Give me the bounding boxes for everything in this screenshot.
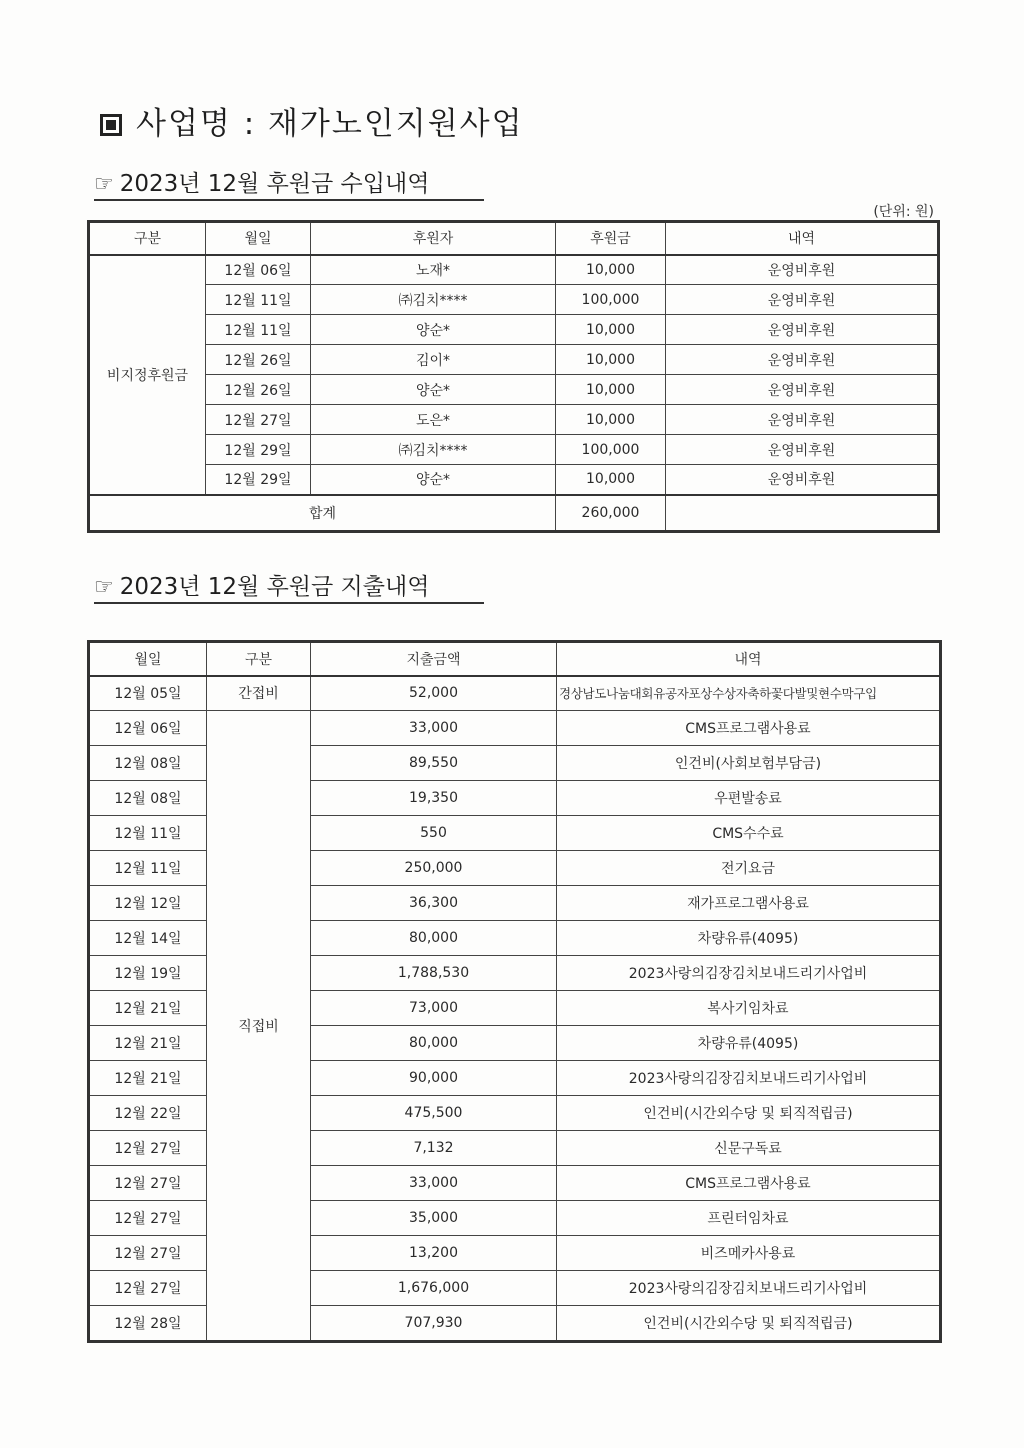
income-table-body bbox=[90, 223, 938, 531]
expense-table-body bbox=[90, 643, 940, 1341]
expense-date-cell: 12월 14일 bbox=[90, 921, 207, 956]
expense-date-cell: 12월 21일 bbox=[90, 991, 207, 1026]
expense-date-cell: 12월 28일 bbox=[90, 1306, 207, 1341]
expense-desc-cell: 차량유류(4095) bbox=[557, 1026, 940, 1061]
expense-desc-cell: 우편발송료 bbox=[557, 781, 940, 816]
expense-amount-cell: 1,676,000 bbox=[311, 1271, 557, 1306]
expense-desc-cell: 2023사랑의김장김치보내드리기사업비 bbox=[557, 1271, 940, 1306]
pointing-hand-icon: ☞ bbox=[94, 575, 114, 600]
expense-date-cell: 12월 27일 bbox=[90, 1131, 207, 1166]
income-donor-cell: 양순* bbox=[311, 375, 556, 405]
expense-heading-text: 2023년 12월 후원금 지출내역 bbox=[119, 574, 430, 600]
income-date-cell: 12월 26일 bbox=[206, 345, 311, 375]
expense-header-row bbox=[90, 643, 940, 676]
income-date-cell: 12월 29일 bbox=[206, 465, 311, 495]
expense-section-heading bbox=[94, 568, 484, 604]
expense-date-cell: 12월 05일 bbox=[90, 676, 207, 711]
expense-row bbox=[90, 676, 940, 711]
expense-amount-cell: 80,000 bbox=[311, 1026, 557, 1061]
expense-date-cell: 12월 21일 bbox=[90, 1026, 207, 1061]
income-category-cell: 비지정후원금 bbox=[90, 255, 206, 495]
pointing-hand-icon: ☞ bbox=[94, 172, 114, 197]
income-row bbox=[90, 285, 938, 315]
expense-amount-cell: 52,000 bbox=[311, 676, 557, 711]
income-donor-cell: ㈜김치**** bbox=[311, 435, 556, 465]
expense-amount-cell: 19,350 bbox=[311, 781, 557, 816]
income-header-date: 월일 bbox=[206, 223, 311, 255]
income-donor-cell: 김이* bbox=[311, 345, 556, 375]
income-desc-cell: 운영비후원 bbox=[666, 315, 938, 345]
expense-header-category: 구분 bbox=[207, 643, 311, 676]
expense-date-cell: 12월 06일 bbox=[90, 711, 207, 746]
expense-table bbox=[89, 642, 940, 1341]
income-section-heading bbox=[94, 165, 484, 201]
expense-desc-cell: 2023사랑의김장김치보내드리기사업비 bbox=[557, 956, 940, 991]
income-desc-cell: 운영비후원 bbox=[666, 435, 938, 465]
expense-desc-cell: 2023사랑의김장김치보내드리기사업비 bbox=[557, 1061, 940, 1096]
expense-amount-cell: 35,000 bbox=[311, 1201, 557, 1236]
income-header-donor: 후원자 bbox=[311, 223, 556, 255]
expense-date-cell: 12월 12일 bbox=[90, 886, 207, 921]
expense-desc-cell: 비즈메카사용료 bbox=[557, 1236, 940, 1271]
income-total-amount: 260,000 bbox=[556, 495, 666, 531]
page-title bbox=[100, 98, 524, 143]
income-desc-cell: 운영비후원 bbox=[666, 375, 938, 405]
income-amount-cell: 100,000 bbox=[556, 435, 666, 465]
expense-amount-cell: 250,000 bbox=[311, 851, 557, 886]
expense-header-date: 월일 bbox=[90, 643, 207, 676]
income-row bbox=[90, 255, 938, 285]
expense-date-cell: 12월 11일 bbox=[90, 851, 207, 886]
expense-date-cell: 12월 08일 bbox=[90, 781, 207, 816]
expense-amount-cell: 550 bbox=[311, 816, 557, 851]
income-donor-cell: 노재* bbox=[311, 255, 556, 285]
page-title-text: 사업명 : 재가노인지원사업 bbox=[136, 106, 524, 142]
income-amount-cell: 10,000 bbox=[556, 255, 666, 285]
expense-amount-cell: 475,500 bbox=[311, 1096, 557, 1131]
income-header-desc: 내역 bbox=[666, 223, 938, 255]
expense-amount-cell: 707,930 bbox=[311, 1306, 557, 1341]
income-desc-cell: 운영비후원 bbox=[666, 285, 938, 315]
expense-amount-cell: 36,300 bbox=[311, 886, 557, 921]
income-amount-cell: 10,000 bbox=[556, 315, 666, 345]
income-total-row bbox=[90, 495, 938, 531]
income-desc-cell: 운영비후원 bbox=[666, 405, 938, 435]
income-amount-cell: 100,000 bbox=[556, 285, 666, 315]
expense-desc-cell: 인건비(사회보험부담금) bbox=[557, 746, 940, 781]
income-date-cell: 12월 29일 bbox=[206, 435, 311, 465]
expense-date-cell: 12월 27일 bbox=[90, 1271, 207, 1306]
expense-amount-cell: 89,550 bbox=[311, 746, 557, 781]
income-donor-cell: 양순* bbox=[311, 465, 556, 495]
unit-note: (단위: 원) bbox=[873, 204, 934, 220]
expense-desc-cell: 복사기임차료 bbox=[557, 991, 940, 1026]
expense-desc-cell: 경상남도나눔대회유공자포상수상자축하꽃다발및현수막구입 bbox=[557, 676, 940, 711]
income-donor-cell: 양순* bbox=[311, 315, 556, 345]
expense-desc-cell: 신문구독료 bbox=[557, 1131, 940, 1166]
expense-row bbox=[90, 711, 940, 746]
expense-amount-cell: 80,000 bbox=[311, 921, 557, 956]
income-date-cell: 12월 26일 bbox=[206, 375, 311, 405]
income-total-desc bbox=[666, 495, 938, 531]
income-table bbox=[89, 222, 938, 531]
expense-desc-cell: 차량유류(4095) bbox=[557, 921, 940, 956]
expense-amount-cell: 90,000 bbox=[311, 1061, 557, 1096]
income-row bbox=[90, 315, 938, 345]
expense-date-cell: 12월 27일 bbox=[90, 1201, 207, 1236]
income-amount-cell: 10,000 bbox=[556, 465, 666, 495]
expense-header-amount: 지출금액 bbox=[311, 643, 557, 676]
expense-date-cell: 12월 11일 bbox=[90, 816, 207, 851]
income-heading-text: 2023년 12월 후원금 수입내역 bbox=[119, 171, 430, 197]
expense-date-cell: 12월 08일 bbox=[90, 746, 207, 781]
expense-amount-cell: 7,132 bbox=[311, 1131, 557, 1166]
income-desc-cell: 운영비후원 bbox=[666, 345, 938, 375]
income-donor-cell: ㈜김치**** bbox=[311, 285, 556, 315]
income-date-cell: 12월 11일 bbox=[206, 315, 311, 345]
income-amount-cell: 10,000 bbox=[556, 375, 666, 405]
income-header-row bbox=[90, 223, 938, 255]
income-amount-cell: 10,000 bbox=[556, 405, 666, 435]
expense-amount-cell: 33,000 bbox=[311, 711, 557, 746]
expense-date-cell: 12월 19일 bbox=[90, 956, 207, 991]
income-header-amount: 후원금 bbox=[556, 223, 666, 255]
expense-desc-cell: 인건비(시간외수당 및 퇴직적립금) bbox=[557, 1306, 940, 1341]
expense-amount-cell: 1,788,530 bbox=[311, 956, 557, 991]
expense-date-cell: 12월 27일 bbox=[90, 1236, 207, 1271]
income-row bbox=[90, 345, 938, 375]
income-row bbox=[90, 405, 938, 435]
income-date-cell: 12월 11일 bbox=[206, 285, 311, 315]
expense-desc-cell: CMS프로그램사용료 bbox=[557, 711, 940, 746]
income-header-category: 구분 bbox=[90, 223, 206, 255]
expense-desc-cell: CMS프로그램사용료 bbox=[557, 1166, 940, 1201]
square-bullet-icon bbox=[100, 114, 122, 136]
income-amount-cell: 10,000 bbox=[556, 345, 666, 375]
income-total-label: 합계 bbox=[90, 495, 556, 531]
expense-amount-cell: 13,200 bbox=[311, 1236, 557, 1271]
expense-date-cell: 12월 27일 bbox=[90, 1166, 207, 1201]
expense-desc-cell: CMS수수료 bbox=[557, 816, 940, 851]
income-row bbox=[90, 465, 938, 495]
expense-date-cell: 12월 22일 bbox=[90, 1096, 207, 1131]
expense-amount-cell: 33,000 bbox=[311, 1166, 557, 1201]
income-desc-cell: 운영비후원 bbox=[666, 255, 938, 285]
expense-category-cell: 직접비 bbox=[207, 711, 311, 1341]
income-date-cell: 12월 27일 bbox=[206, 405, 311, 435]
expense-amount-cell: 73,000 bbox=[311, 991, 557, 1026]
expense-desc-cell: 프린터임차료 bbox=[557, 1201, 940, 1236]
income-desc-cell: 운영비후원 bbox=[666, 465, 938, 495]
expense-desc-cell: 인건비(시간외수당 및 퇴직적립금) bbox=[557, 1096, 940, 1131]
income-date-cell: 12월 06일 bbox=[206, 255, 311, 285]
income-row bbox=[90, 375, 938, 405]
expense-desc-cell: 재가프로그램사용료 bbox=[557, 886, 940, 921]
income-donor-cell: 도은* bbox=[311, 405, 556, 435]
expense-desc-cell: 전기요금 bbox=[557, 851, 940, 886]
expense-date-cell: 12월 21일 bbox=[90, 1061, 207, 1096]
expense-header-desc: 내역 bbox=[557, 643, 940, 676]
income-row bbox=[90, 435, 938, 465]
expense-category-cell: 간접비 bbox=[207, 676, 311, 711]
